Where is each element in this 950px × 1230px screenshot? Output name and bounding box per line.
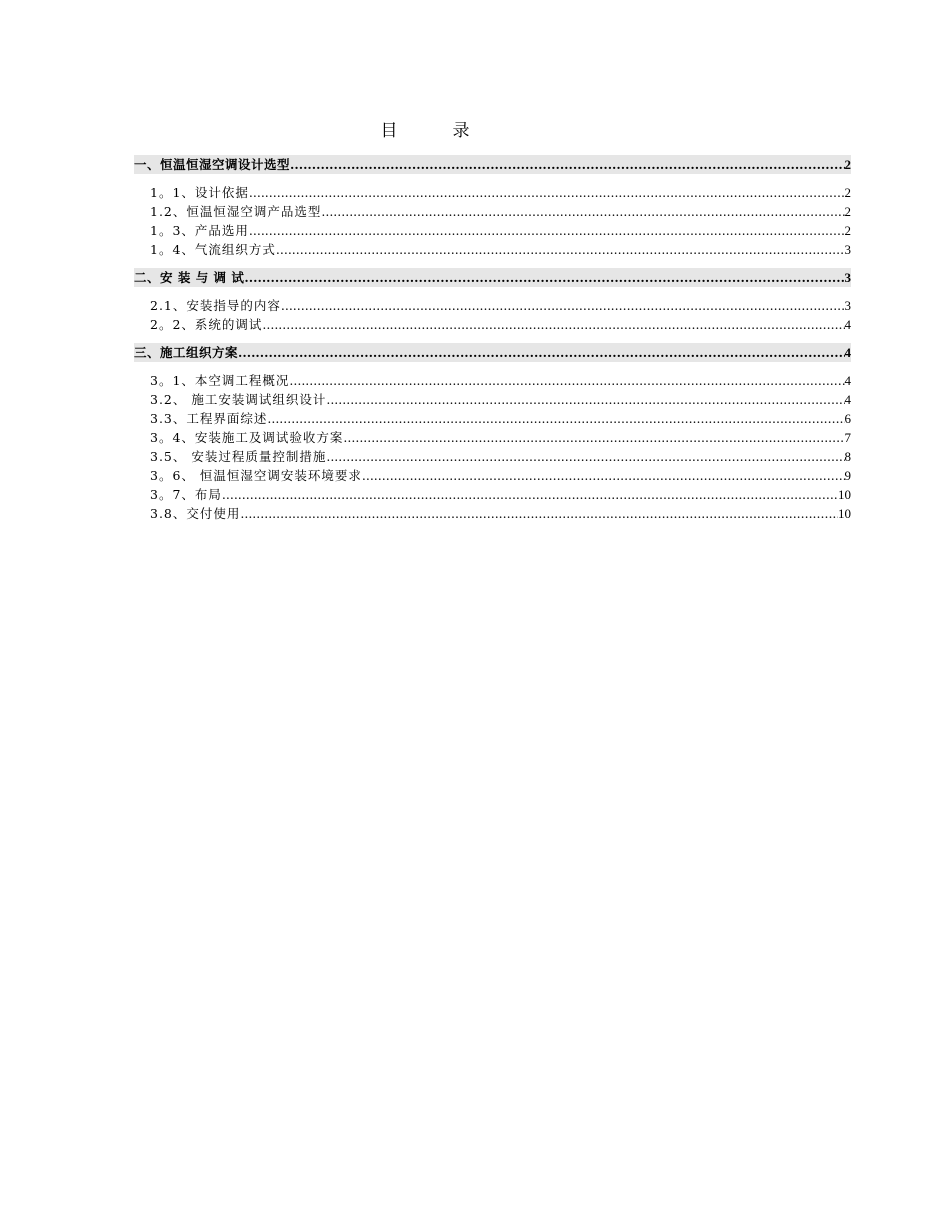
dot-leader bbox=[249, 183, 845, 202]
toc-entry-label: 2。2、系统的调试 bbox=[150, 317, 263, 332]
toc-page-number: 10 bbox=[838, 506, 851, 521]
toc-entry-section-1[interactable] bbox=[134, 155, 851, 174]
dot-leader bbox=[290, 155, 844, 174]
toc-entry-label: 1。1、设计依据 bbox=[150, 185, 249, 200]
dot-leader bbox=[326, 447, 844, 466]
toc-entry-label: 2.1、安装指导的内容 bbox=[150, 298, 281, 313]
toc-entry-label: 3。1、本空调工程概况 bbox=[150, 373, 290, 388]
toc-page-number: 2 bbox=[844, 185, 851, 200]
dot-leader bbox=[276, 240, 845, 259]
dot-leader bbox=[262, 315, 844, 334]
toc-entry-3-2[interactable] bbox=[134, 390, 851, 409]
toc-page-number: 8 bbox=[844, 449, 851, 464]
toc-title bbox=[0, 116, 850, 141]
toc-page-number: 4 bbox=[844, 392, 851, 407]
toc-page-number: 2 bbox=[844, 157, 851, 172]
dot-leader bbox=[321, 202, 844, 221]
dot-leader bbox=[240, 504, 838, 523]
toc-entry-label: 3。7、布局 bbox=[150, 487, 222, 502]
toc-entry-section-2[interactable] bbox=[134, 268, 851, 287]
toc-entry-label: 3.8、交付使用 bbox=[150, 506, 241, 521]
toc-page-number: 9 bbox=[844, 468, 851, 483]
toc-entry-label: 3.2、 施工安装调试组织设计 bbox=[150, 392, 327, 407]
toc-entry-label: 3。4、安装施工及调试验收方案 bbox=[150, 430, 344, 445]
dot-leader bbox=[267, 409, 844, 428]
toc-page-number: 2 bbox=[844, 223, 851, 238]
dot-leader bbox=[222, 485, 838, 504]
toc-entry-label: 三、施工组织方案 bbox=[134, 345, 239, 360]
toc-entry-3-7[interactable] bbox=[134, 485, 851, 504]
toc-section-2 bbox=[134, 268, 851, 334]
table-of-contents bbox=[134, 155, 851, 523]
toc-entry-2-2[interactable] bbox=[134, 315, 851, 334]
toc-section-3 bbox=[134, 343, 851, 523]
dot-leader bbox=[244, 268, 844, 287]
toc-page-number: 2 bbox=[844, 204, 851, 219]
toc-entry-label: 二、安 装 与 调 试 bbox=[134, 270, 245, 285]
toc-entry-3-6[interactable] bbox=[134, 466, 851, 485]
toc-entry-label: 1。3、产品选用 bbox=[150, 223, 249, 238]
toc-page-number: 6 bbox=[844, 411, 851, 426]
toc-page-number: 3 bbox=[844, 270, 851, 285]
toc-entry-label: 3.3、工程界面综述 bbox=[150, 411, 268, 426]
toc-entry-section-3[interactable] bbox=[134, 343, 851, 362]
toc-entry-3-1[interactable] bbox=[134, 371, 851, 390]
dot-leader bbox=[326, 390, 844, 409]
toc-title-char-1: 目 bbox=[380, 121, 398, 141]
dot-leader bbox=[249, 221, 845, 240]
toc-entry-label: 3。6、 恒温恒湿空调安装环境要求 bbox=[150, 468, 362, 483]
dot-leader bbox=[281, 296, 845, 315]
toc-entry-3-4[interactable] bbox=[134, 428, 851, 447]
toc-entry-3-5[interactable] bbox=[134, 447, 851, 466]
toc-entry-label: 1.2、恒温恒湿空调产品选型 bbox=[150, 204, 322, 219]
toc-page-number: 4 bbox=[844, 373, 851, 388]
dot-leader bbox=[362, 466, 845, 485]
toc-page-number: 10 bbox=[838, 487, 851, 502]
toc-entry-label: 1。4、气流组织方式 bbox=[150, 242, 276, 257]
toc-entry-1-2[interactable] bbox=[134, 202, 851, 221]
toc-entry-3-3[interactable] bbox=[134, 409, 851, 428]
dot-leader bbox=[343, 428, 844, 447]
toc-entry-1-1[interactable] bbox=[134, 183, 851, 202]
dot-leader bbox=[238, 343, 844, 362]
toc-entry-3-8[interactable] bbox=[134, 504, 851, 523]
toc-page-number: 4 bbox=[844, 345, 851, 360]
toc-page-number: 4 bbox=[844, 317, 851, 332]
toc-page-number: 3 bbox=[844, 298, 851, 313]
toc-entry-label: 一、恒温恒湿空调设计选型 bbox=[134, 157, 291, 172]
toc-entry-label: 3.5、 安装过程质量控制措施 bbox=[150, 449, 327, 464]
toc-entry-1-4[interactable] bbox=[134, 240, 851, 259]
toc-page-number: 7 bbox=[844, 430, 851, 445]
toc-entry-2-1[interactable] bbox=[134, 296, 851, 315]
toc-page-number: 3 bbox=[844, 242, 851, 257]
toc-entry-1-3[interactable] bbox=[134, 221, 851, 240]
toc-title-char-2: 录 bbox=[452, 121, 470, 141]
dot-leader bbox=[289, 371, 844, 390]
toc-section-1 bbox=[134, 155, 851, 259]
